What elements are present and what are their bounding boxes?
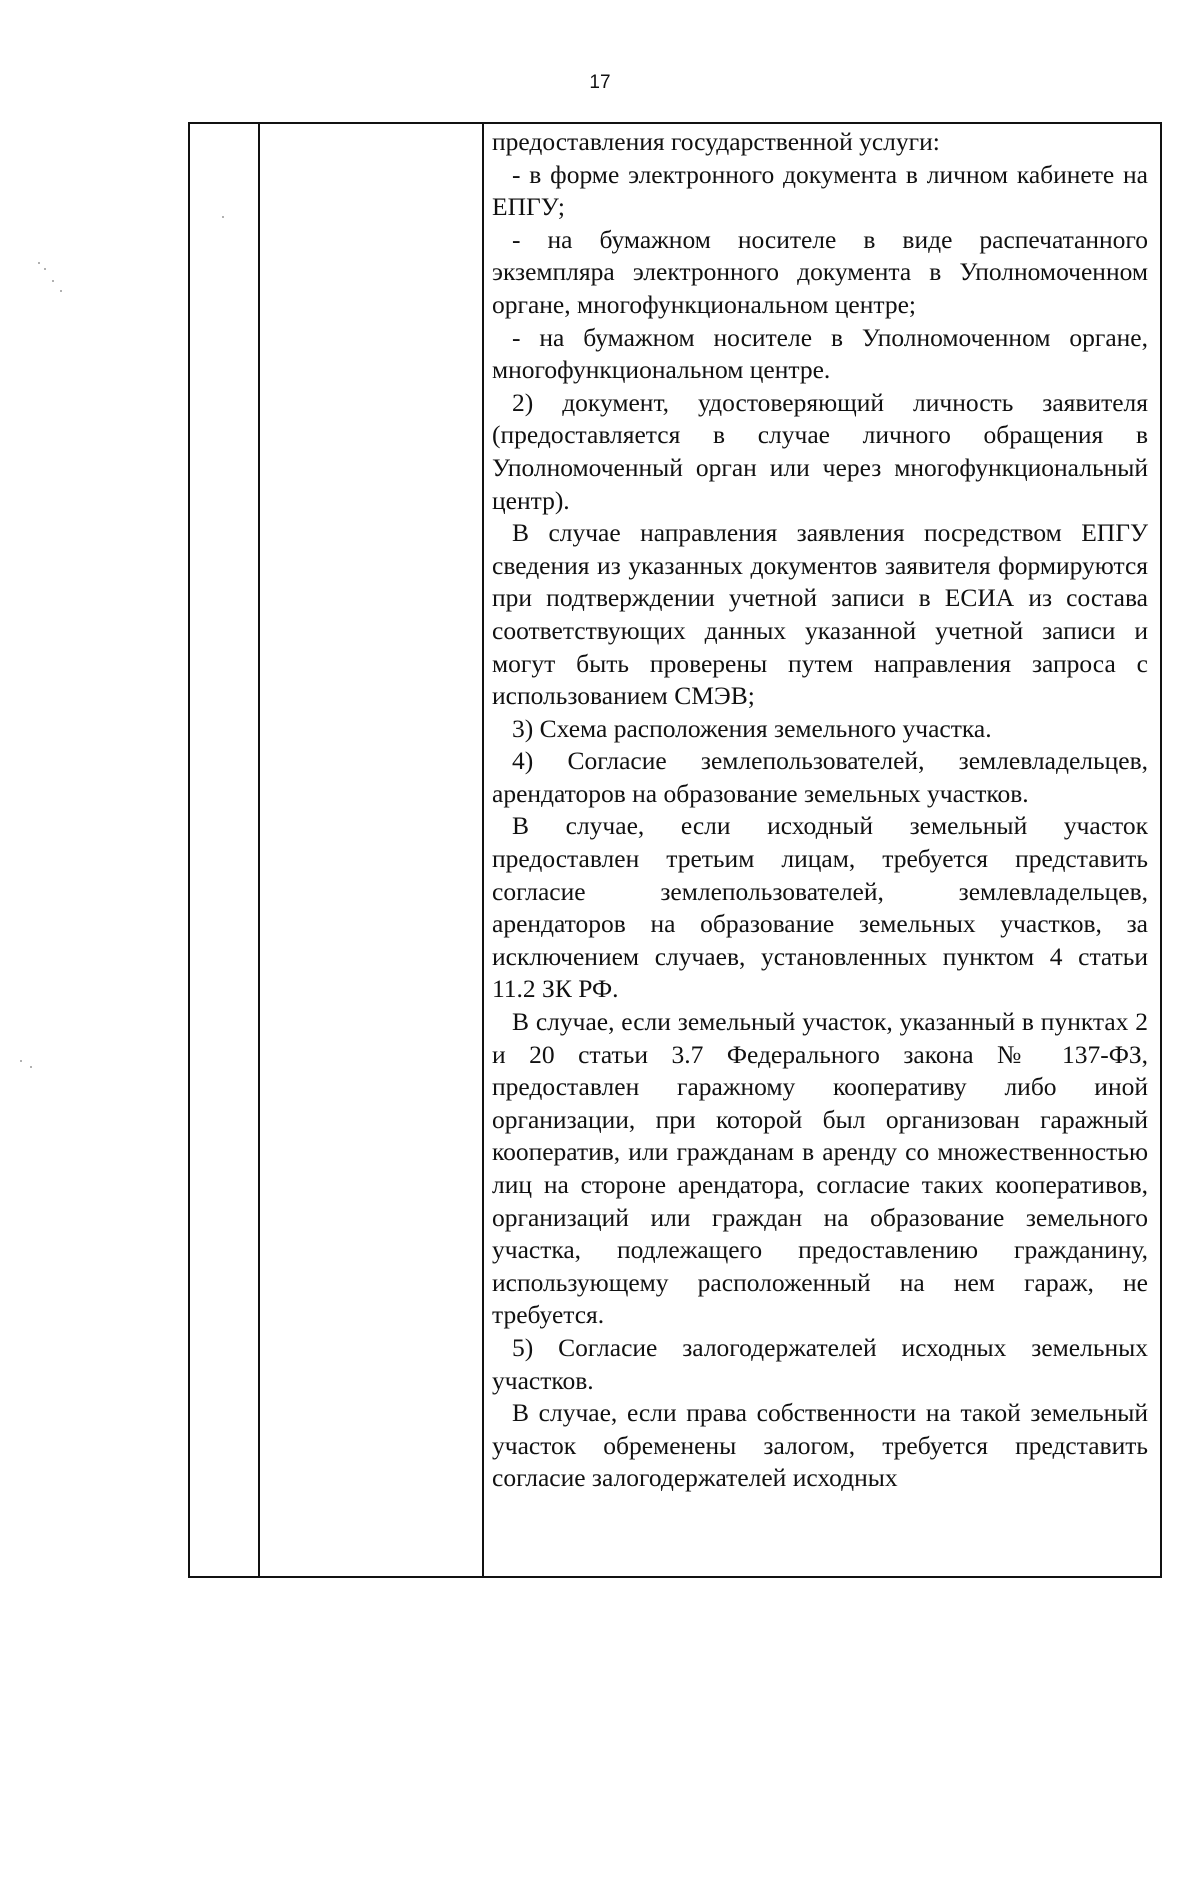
scan-artifact xyxy=(60,290,62,292)
scan-artifact xyxy=(38,262,40,264)
scan-artifact xyxy=(44,268,46,270)
scan-artifact xyxy=(222,216,224,218)
column-divider-2 xyxy=(482,122,484,1578)
scan-artifact xyxy=(52,280,54,282)
paragraph: 3) Схема расположения земельного участка. xyxy=(512,713,992,743)
document-table xyxy=(188,122,1162,1890)
paragraph: В случае, если исходный земельный участок предоставлен третьим лицам, требуется представить согласие землепользователей, землевладельцев, арендаторов на образование земельных участков, за исключением случаев, установленных пунктом 4 статьи 11.2 ЗК РФ. xyxy=(492,811,1148,1004)
scan-artifact xyxy=(30,1066,32,1068)
table-cell-content xyxy=(492,126,1148,1495)
paragraph: 4) Согласие землепользователей, землевладельцев, арендаторов на образование земельных участков. xyxy=(492,746,1148,808)
paragraph: 5) Согласие залогодержателей исходных земельных участков. xyxy=(492,1332,1148,1395)
paragraph: - на бумажном носителе в Уполномоченном органе, многофункциональном центре. xyxy=(492,322,1148,385)
paragraph: - в форме электронного документа в личном кабинете на ЕПГУ; xyxy=(492,159,1148,222)
scan-artifact xyxy=(20,1060,22,1062)
paragraph: В случае направления заявления посредством ЕПГУ сведения из указанных документов заявителя формируются при подтверждении учетной записи в ЕСИА из состава соответствующих данных указанной учетной записи и могут быть проверены путем направления запроса с использованием СМЭВ; xyxy=(492,518,1148,711)
column-divider-1 xyxy=(258,122,260,1578)
paragraph: 2) документ, удостоверяющий личность заявителя (предоставляется в случае личного обращения в Уполномоченный орган или через многофункциональный центр). xyxy=(492,387,1148,515)
page-number: 17 xyxy=(589,72,611,93)
paragraph: В случае, если земельный участок, указанный в пунктах 2 и 20 статьи 3.7 Федерального закона № 137-ФЗ, предоставлен гаражному кооперативу либо иной организации, при которой был организован гаражный кооператив, или гражданам в аренду со множественностью лиц на стороне арендатора, согласие таких кооперативов, организаций или граждан на образование земельного участка, подлежащего предоставлению гражданину, использующему расположенный на нем гараж, не требуется. xyxy=(492,1007,1148,1330)
paragraph: В случае, если права собственности на такой земельный участок обременены залогом, требуется представить согласие залогодержателей исходных xyxy=(492,1398,1148,1493)
paragraph: - на бумажном носителе в виде распечатанного экземпляра электронного документа в Уполномоченном органе, многофункциональном центре; xyxy=(492,224,1148,319)
paragraph: предоставления государственной услуги: xyxy=(492,127,940,156)
